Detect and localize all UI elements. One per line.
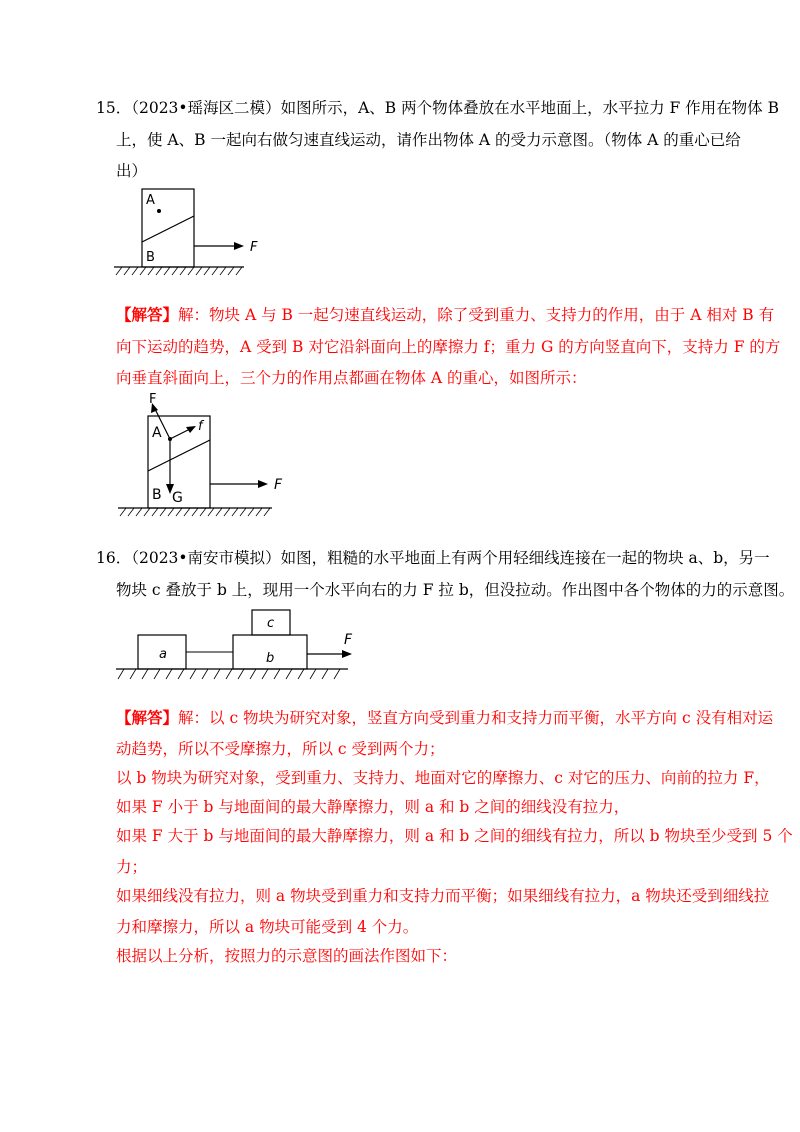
q16-answer-line-2: 动趋势，所以不受摩擦力，所以 c 受到两个力； [116, 740, 445, 758]
q15-line-3: 出） [116, 162, 148, 180]
q15a-label-friction: f [198, 419, 203, 434]
q15-answer-line-3: 向垂直斜面向上，三个力的作用点都画在物体 A 的重心，如图所示： [116, 369, 587, 387]
q15-answer-line-2: 向下运动的趋势，A 受到 B 对它沿斜面向上的摩擦力 f；重力 G 的方向竖直向下，支持力 F 的方 [116, 338, 781, 356]
q16-answer-tag: 【解答】 [116, 708, 179, 727]
q16-line-2: 物块 c 叠放于 b 上，现用一个水平向右的力 F 拉 b，但没拉动。作出图中各个物体的力的示意图。 [116, 581, 795, 599]
q16-answer-line-4: 如果 F 小于 b 与地面间的最大静摩擦力，则 a 和 b 之间的细线没有拉力， [116, 798, 630, 816]
q15a-label-support: F [149, 392, 157, 407]
q15-line-1: 15．（2023•瑶海区二模）如图所示，A、B 两个物体叠放在水平地面上，水平拉力 F 作用在物体 B [96, 99, 780, 117]
q15a-label-pull: F [274, 477, 283, 493]
q15-figure-answer [112, 392, 302, 522]
q16-label-a: a [159, 647, 167, 662]
q15-label-b: B [146, 250, 155, 265]
q16-answer-line-7: 如果细线没有拉力，则 a 物块受到重力和支持力而平衡；如果细线有拉力，a 物块还受到细线拉 [116, 887, 770, 905]
q15-answer-line-1 [116, 305, 774, 325]
q16-answer-line-3: 以 b 物块为研究对象，受到重力、支持力、地面对它的摩擦力、c 对它的压力、向前的拉力 F， [116, 769, 770, 787]
q15a-label-b: B [152, 487, 162, 503]
q15a-label-g: G [172, 490, 183, 506]
q15a-label-a: A [152, 425, 162, 441]
q15-answer-tag: 【解答】 [116, 305, 179, 324]
q15-line-2: 上，使 A、B 一起向右做匀速直线运动，请作出物体 A 的受力示意图。（物体 A 的重心已给 [116, 131, 741, 149]
q16-answer-line-9: 根据以上分析，按照力的示意图的画法作图如下： [116, 947, 458, 965]
q15-figure-question [110, 185, 280, 285]
q16-answer-line-5: 如果 F 大于 b 与地面间的最大静摩擦力，则 a 和 b 之间的细线有拉力，所以 b 物块至少受到 5 个 [116, 827, 793, 845]
q16-label-c: c [267, 616, 275, 631]
q16-answer-line-1 [116, 708, 773, 728]
q16-answer-line-8: 力和摩擦力，所以 a 物块可能受到 4 个力。 [116, 918, 419, 936]
q16-label-f: F [344, 632, 353, 648]
q16-answer-line-6: 力； [116, 858, 148, 876]
q16-label-b: b [266, 651, 275, 666]
q16-answer-text-1: 解：以 c 物块为研究对象，竖直方向受到重力和支持力而平衡，水平方向 c 没有相对运 [178, 709, 774, 727]
q15-label-f: F [250, 240, 258, 255]
q16-line-1: 16．（2023•南安市模拟）如图，粗糙的水平地面上有两个用轻细线连接在一起的物块 a、b，另一 [96, 549, 770, 567]
q16-figure [112, 605, 372, 690]
q15-label-a: A [146, 193, 155, 208]
q15-answer-text-1: 解：物块 A 与 B 一起匀速直线运动，除了受到重力、支持力的作用，由于 A 相对 B 有 [178, 306, 775, 324]
